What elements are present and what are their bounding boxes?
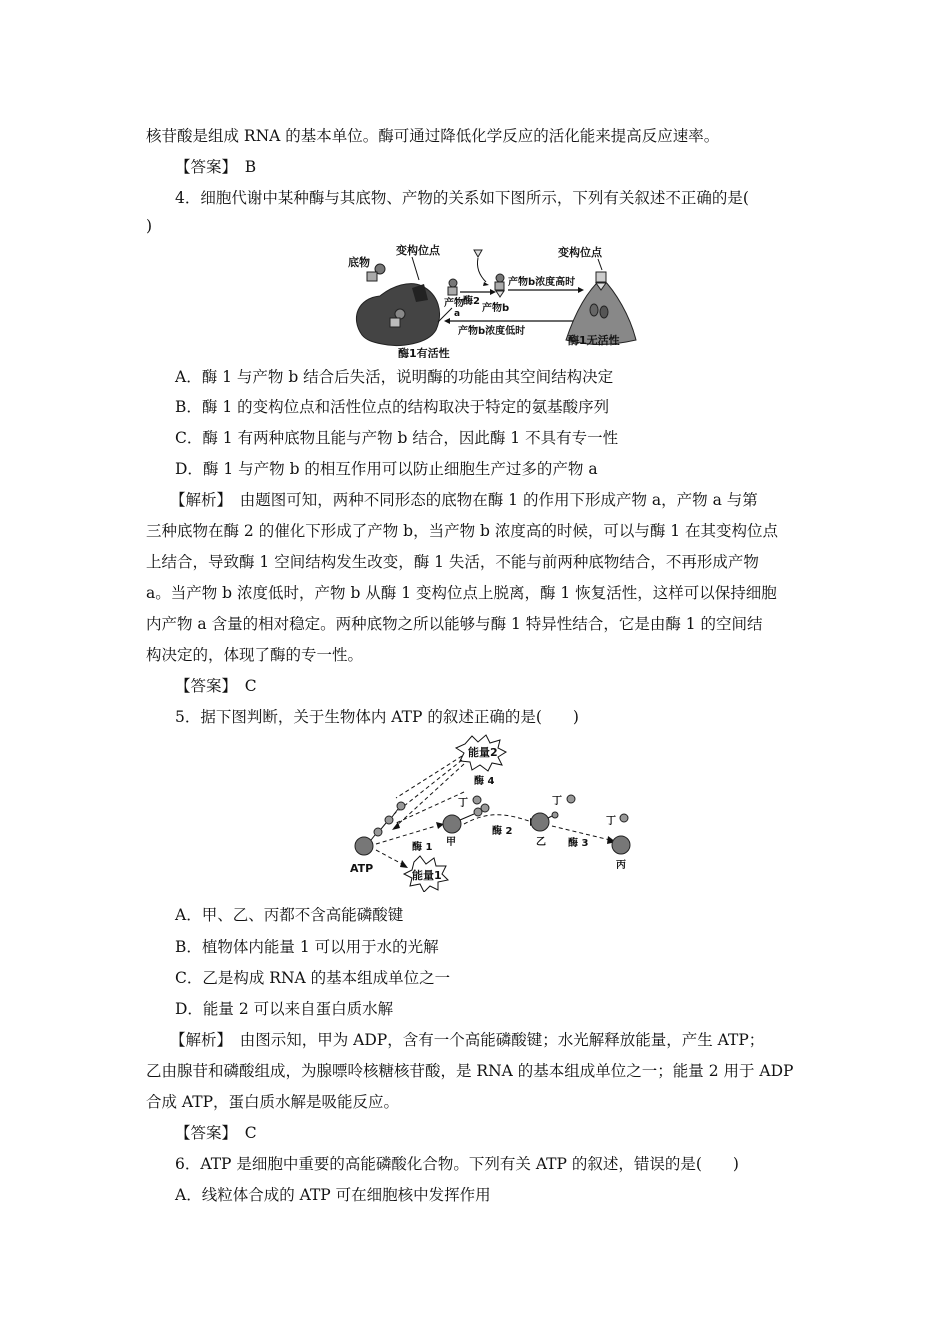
bound-product-b bbox=[596, 272, 606, 282]
answer-line: 【答案】 B bbox=[175, 158, 257, 176]
question-4: 4．细胞代谢中某种酶与其底物、产物的关系如下图所示，下列有关叙述不正确的是( bbox=[175, 189, 749, 207]
product-a-ball bbox=[449, 279, 457, 287]
ding-label-3: 丁 bbox=[606, 816, 616, 827]
analysis-5-line2: 乙由腺苷和磷酸组成，为腺嘌呤核糖核苷酸，是 RNA 的基本组成单位之一；能量 2 用于 ADP bbox=[146, 1062, 794, 1080]
analysis-4-line4: a。当产物 b 浓度低时，产物 b 从酶 1 变构位点上脱离，酶 1 恢复活性，这样可以保持细胞 bbox=[146, 584, 777, 602]
analysis-4-line6: 构决定的，体现了酶的专一性。 bbox=[146, 646, 364, 664]
analysis-5-line1: 【解析】 由图示知，甲为 ADP，含有一个高能磷酸键；水光解释放能量，产生 ATP； bbox=[170, 1031, 765, 1049]
third-substrate bbox=[474, 250, 482, 257]
option-6a: A．线粒体合成的 ATP 可在细胞核中发挥作用 bbox=[175, 1186, 491, 1204]
ding-label-1: 丁 bbox=[458, 798, 468, 809]
product-a-block bbox=[448, 287, 457, 295]
question-4-paren: ) bbox=[146, 217, 153, 235]
jia-adenosine bbox=[443, 815, 461, 833]
atp-label: ATP bbox=[350, 862, 374, 875]
option-4d: D．酶 1 与产物 b 的相互作用可以防止细胞生产过多的产物 a bbox=[175, 460, 598, 478]
answer-4: 【答案】 C bbox=[175, 677, 257, 695]
atp-phosphate-3 bbox=[397, 802, 405, 810]
product-b-ball bbox=[496, 274, 504, 282]
option-4c: C．酶 1 有两种底物且能与产物 b 结合，因此酶 1 不具有专一性 bbox=[175, 429, 619, 447]
enzyme4-label: 酶 4 bbox=[474, 776, 495, 787]
atp-phosphate-1 bbox=[374, 828, 382, 836]
product-b-label: 产物b bbox=[482, 303, 510, 314]
question-6: 6．ATP 是细胞中重要的高能磷酸化合物。下列有关 ATP 的叙述，错误的是( ) bbox=[175, 1155, 739, 1173]
enzyme1-inactive-label: 酶1无活性 bbox=[568, 334, 620, 347]
jia-label: 甲 bbox=[446, 837, 456, 848]
analysis-4-line3: 上结合，导致酶 1 空间结构发生改变，酶 1 失活，不能与前两种底物结合，不再形成产物 bbox=[146, 553, 759, 571]
analysis-4-line5: 内产物 a 含量的相对稳定。两种底物之所以能够与酶 1 特异性结合，它是由酶 1 的空间结 bbox=[146, 615, 763, 633]
bound-substrate-2 bbox=[390, 318, 400, 327]
bing-adenosine bbox=[612, 836, 630, 854]
atp-adenosine bbox=[355, 837, 373, 855]
analysis-4-line2: 三种底物在酶 2 的催化下形成了产物 b，当产物 b 浓度高的时候，可以与酶 1 在其变构位点 bbox=[146, 522, 779, 540]
energy1-label: 能量1 bbox=[412, 869, 442, 882]
ding-label-2: 丁 bbox=[552, 796, 562, 807]
product-a-label: 产物 bbox=[444, 298, 464, 309]
enzyme-figure bbox=[340, 240, 640, 358]
high-conc-label: 产物b浓度高时 bbox=[508, 277, 576, 288]
option-5b: B．植物体内能量 1 可以用于水的光解 bbox=[175, 938, 439, 956]
analysis-4-line1: 【解析】 由题图可知，两种不同形态的底物在酶 1 的作用下形成产物 a，产物 a 与第 bbox=[170, 491, 758, 509]
enzyme2-label: 酶 2 bbox=[492, 826, 513, 837]
question-5: 5．据下图判断，关于生物体内 ATP 的叙述正确的是( ) bbox=[175, 708, 579, 726]
enzyme2-label: 酶2 bbox=[463, 296, 480, 307]
atp-phosphate-2 bbox=[385, 816, 393, 824]
allosteric-site-label: 变构位点 bbox=[396, 244, 440, 257]
allosteric-site-label-2: 变构位点 bbox=[558, 246, 602, 259]
energy2-label: 能量2 bbox=[468, 746, 498, 759]
yi-label: 乙 bbox=[536, 837, 546, 848]
analysis-5-line3: 合成 ATP，蛋白质水解是吸能反应。 bbox=[146, 1093, 400, 1111]
enzyme3-label: 酶 3 bbox=[568, 838, 589, 849]
text-line: 核苷酸是组成 RNA 的基本单位。酶可通过降低化学反应的活化能来提高反应速率。 bbox=[146, 127, 720, 145]
low-conc-label: 产物b浓度低时 bbox=[458, 326, 526, 337]
option-4a: A．酶 1 与产物 b 结合后失活，说明酶的功能由其空间结构决定 bbox=[175, 368, 614, 386]
substrate-label: 底物 bbox=[348, 256, 370, 269]
substrate-2 bbox=[367, 272, 377, 281]
product-b-block bbox=[495, 282, 504, 290]
product-a-letter: a bbox=[454, 309, 461, 319]
option-5d: D．能量 2 可以来自蛋白质水解 bbox=[175, 1000, 394, 1018]
yi-adenosine bbox=[531, 813, 549, 831]
answer-5: 【答案】 C bbox=[175, 1124, 257, 1142]
enzyme1-active-label: 酶1有活性 bbox=[398, 347, 450, 358]
option-5a: A．甲、乙、丙都不含高能磷酸键 bbox=[175, 906, 404, 924]
bing-label: 丙 bbox=[616, 860, 626, 871]
atp-figure bbox=[340, 732, 640, 892]
enzyme1-label: 酶 1 bbox=[412, 842, 433, 853]
option-4b: B．酶 1 的变构位点和活性位点的结构取决于特定的氨基酸序列 bbox=[175, 398, 610, 416]
option-5c: C．乙是构成 RNA 的基本组成单位之一 bbox=[175, 969, 451, 987]
